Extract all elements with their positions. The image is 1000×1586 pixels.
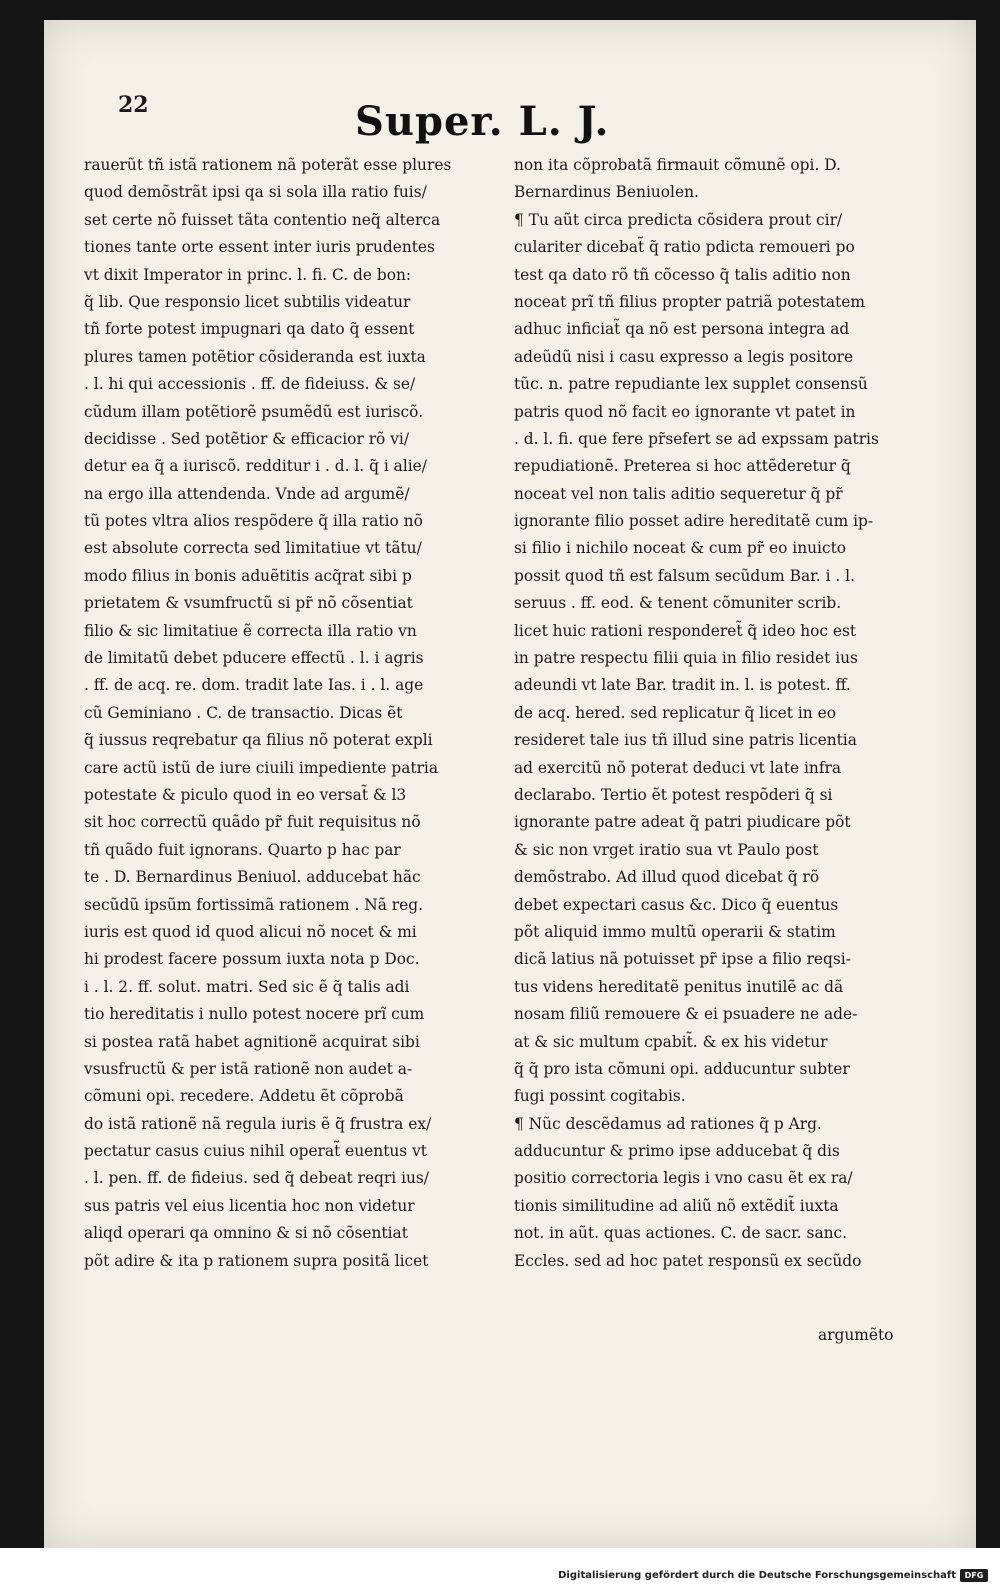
text-line: repudiationẽ. Preterea si hoc attẽderetur q̃ <box>514 457 851 476</box>
text-line: do istã rationẽ nã regula iuris ẽ q̃ frustra ex/ <box>84 1114 432 1133</box>
text-line: põt adire & ita p rationem supra positã licet <box>84 1251 429 1270</box>
text-line: noceat vel non talis aditio sequeretur q̃ pr̃ <box>514 484 843 503</box>
text-line: ¶ Tu aũt circa predicta cõsidera prout cir/ <box>514 210 843 229</box>
text-line: q̃ iussus reqrebatur qa filius nõ poterat expli <box>84 731 433 750</box>
text-line: at & sic multum cpabit̃. & ex his videtur <box>514 1032 828 1051</box>
text-line: tũc. n. patre repudiante lex supplet consensũ <box>514 375 868 394</box>
text-line: te . D. Bernardinus Beniuol. adducebat hãc <box>84 868 421 887</box>
text-line: sus patris vel eius licentia hoc non videtur <box>84 1196 415 1215</box>
text-line: iuris est quod id quod alicui nõ nocet & mi <box>84 922 417 941</box>
text-line: positio correctoria legis i vno casu ẽt ex ra/ <box>514 1169 853 1188</box>
funding-credit: Digitalisierung gefördert durch die Deutsche Forschungsgemeinschaft <box>558 1570 956 1581</box>
text-line: patris quod nõ facit eo ignorante vt patet in <box>514 402 856 421</box>
text-line: aliqd operari qa omnino & si nõ cõsentiat <box>84 1224 408 1243</box>
text-line: vt dixit Imperator in princ. l. fi. C. de bon: <box>84 265 412 284</box>
text-line: quod demõstrãt ipsi qa si sola illa ratio fuis/ <box>84 183 427 202</box>
text-line: seruus . ff. eod. & tenent cõmuniter scrib. <box>514 594 842 613</box>
text-line: filio & sic limitatiue ẽ correcta illa ratio vn <box>84 621 417 640</box>
text-line: de acq. hered. sed replicatur q̃ licet in eo <box>514 703 836 722</box>
text-line: q̃ q̃ pro ista cõmuni opi. adducuntur subter <box>514 1059 850 1078</box>
text-column-left <box>84 152 520 1275</box>
text-line: plures tamen potẽtior cõsideranda est iuxta <box>84 347 426 366</box>
text-line: hi prodest facere possum iuxta nota p Doc. <box>84 950 420 969</box>
text-line: test qa dato rõ tñ cõcesso q̃ talis aditio non <box>514 265 851 284</box>
text-line: noceat prĩ tñ filius propter patriã potestatem <box>514 292 865 311</box>
text-line: ignorante patre adeat q̃ patri piudicare põt <box>514 813 851 832</box>
text-line: cõmuni opi. recedere. Addetu ẽt cõprobã <box>84 1087 404 1106</box>
text-line: tionis similitudine ad aliũ nõ extẽdit̃ iuxta <box>514 1196 839 1215</box>
text-line: not. in aũt. quas actiones. C. de sacr. sanc. <box>514 1224 848 1243</box>
text-line: potestate & piculo quod in eo versat̃ & l3 <box>84 785 407 804</box>
text-line: decidisse . Sed potẽtior & efficacior rõ vi/ <box>84 429 410 448</box>
text-line: tio hereditatis i nullo potest nocere prĩ cum <box>84 1005 425 1024</box>
text-line: licet huic rationi responderet̃ q̃ ideo hoc est <box>514 621 857 640</box>
text-line: Bernardinus Beniuolen. <box>514 183 699 202</box>
text-line: de limitatũ debet pducere effectũ . l. i agris <box>84 649 424 668</box>
text-line: ignorante filio posset adire hereditatẽ cum ip- <box>514 512 874 531</box>
text-line: debet expectari casus &c. Dico q̃ euentus <box>514 895 839 914</box>
text-line: adducuntur & primo ipse adducebat q̃ dis <box>514 1142 840 1161</box>
text-line: culariter dicebat̃ q̃ ratio pdicta remoueri po <box>514 238 855 257</box>
text-line: & sic non vrget iratio sua vt Paulo post <box>514 840 819 859</box>
text-line: fugi possint cogitabis. <box>514 1087 686 1106</box>
text-line: na ergo illa attendenda. Vnde ad argumẽ/ <box>84 484 410 503</box>
text-line: tiones tante orte essent inter iuris prudentes <box>84 238 435 257</box>
text-line: ¶ Nũc descẽdamus ad rationes q̃ p Arg. <box>514 1114 822 1133</box>
text-line: secũdũ ipsũm fortissimã rationem . Nã reg. <box>84 895 424 914</box>
text-line: non ita cõprobatã firmauit cõmunẽ opi. D. <box>514 156 841 174</box>
text-line: si postea ratã habet agnitionẽ acquirat sibi <box>84 1032 420 1051</box>
text-line: tũ potes vltra alios respõdere q̃ illa ratio nõ <box>84 512 423 531</box>
text-line: . l. pen. ff. de fideius. sed q̃ debeat reqri ius/ <box>84 1169 429 1188</box>
text-line: vsusfructũ & per istã rationẽ non audet a- <box>84 1059 413 1078</box>
text-line: care actũ istũ de iure ciuili impediente patria <box>84 758 439 777</box>
text-line: prietatem & vsumfructũ si pr̃ nõ cõsentiat <box>84 594 413 613</box>
text-line: tñ forte potest impugnari qa dato q̃ essent <box>84 320 415 339</box>
text-line: possit quod tñ est falsum secũdum Bar. i . l. <box>514 566 855 585</box>
text-line: rauerũt tñ istã rationem nã poterãt esse plures <box>84 156 452 174</box>
text-line: . d. l. fi. que fere pr̃sefert se ad expssam patris <box>514 429 879 448</box>
text-line: cũ Geminiano . C. de transactio. Dicas ẽt <box>84 703 403 722</box>
text-line: Eccles. sed ad hoc patet responsũ ex secũdo <box>514 1251 862 1270</box>
page-number: 22 <box>118 92 149 118</box>
text-line: . ff. de acq. re. dom. tradit late Ias. i . l. age <box>84 676 424 695</box>
text-line: cũdum illam potẽtiorẽ psumẽdũ est iuriscõ. <box>84 402 423 421</box>
text-line: declarabo. Tertio ẽt potest respõderi q̃ si <box>514 785 833 804</box>
text-line: põt aliquid immo multũ operarii & statim <box>514 922 836 941</box>
text-line: resideret tale ius tñ illud sine patris licentia <box>514 731 857 750</box>
text-line: si filio i nichilo noceat & cum pr̃ eo inuicto <box>514 539 847 558</box>
text-line: sit hoc correctũ quãdo pr̃ fuit requisitus nõ <box>84 813 421 832</box>
text-line: ad exercitũ nõ poterat deduci vt late infra <box>514 758 842 777</box>
text-line: pectatur casus cuius nihil operat̃ euentus vt <box>84 1142 427 1161</box>
text-line: set certe nõ fuisset tãta contentio neq̃ alterca <box>84 210 441 229</box>
text-line: detur ea q̃ a iuriscõ. redditur i . d. l. q̃ i alie/ <box>84 457 427 476</box>
text-line: demõstrabo. Ad illud quod dicebat q̃ rõ <box>514 868 820 887</box>
text-column-right <box>514 152 954 1275</box>
text-line: modo filius in bonis aduẽtitis acq̃rat sibi p <box>84 566 412 585</box>
dfg-logo-icon: DFG <box>960 1569 988 1582</box>
text-line: dicã latius nã potuisset pr̃ ipse a filio reqsi- <box>514 950 851 969</box>
text-line: est absolute correcta sed limitatiue vt tãtu/ <box>84 539 422 558</box>
text-line: adeũdũ nisi i casu expresso a legis positore <box>514 347 854 366</box>
text-line: . l. hi qui accessionis . ff. de fideiuss. & se/ <box>84 375 416 394</box>
text-line: tñ quãdo fuit ignorans. Quarto p hac par <box>84 840 401 859</box>
catchword: argumẽto <box>818 1326 894 1344</box>
text-line: i . l. 2. ff. solut. matri. Sed sic ẽ q̃ talis adi <box>84 977 410 996</box>
text-line: tus videns hereditatẽ penitus inutilẽ ac dã <box>514 977 844 996</box>
text-line: in patre respectu filii quia in filio residet ius <box>514 649 858 668</box>
text-line: adhuc inficiat̃ qa nõ est persona integra ad <box>514 320 850 339</box>
text-line: adeundi vt late Bar. tradit in. l. is potest. ff. <box>514 676 851 695</box>
running-head: Super. L. J. <box>355 98 610 145</box>
text-line: nosam filiũ remouere & ei psuadere ne ade- <box>514 1005 858 1024</box>
text-line: q̃ lib. Que responsio licet subtilis videatur <box>84 292 411 311</box>
